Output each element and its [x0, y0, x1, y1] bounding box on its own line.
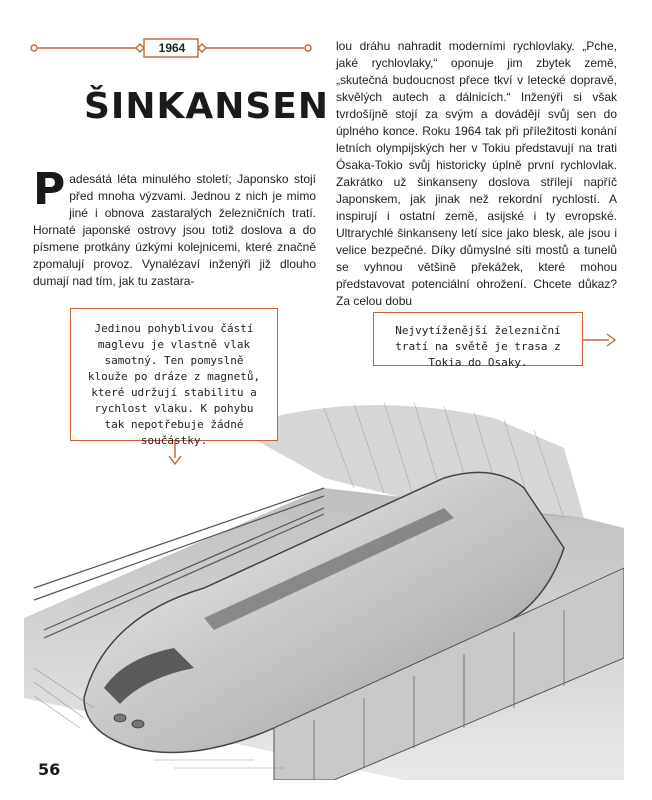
body-text-left: adesátá léta minulého století; Japonsko stojí před mnoha výzvami. Jednou z nich je mimo jiné i obnova zastaralých železničních tratí. Hornaté japonské ostrovy jsou totiž doslova a do písmene protkány úzkými kolejnicemi, které značně zpomalují provoz. Vynalézaví inženýři již dlouho dumají nad tím, jak tu zastara- — [33, 172, 316, 288]
body-column-left — [33, 164, 316, 290]
page-title: ŠINKANSEN — [84, 86, 329, 127]
callout-maglev: Jedinou pohyblivou částí maglevu je vlastně vlak samotný. Ten pomyslně klouže po dráze z magnetů, které udržují stabilitu a rychlost vlaku. K pohybu tak nepotřebuje žádné součástky. — [70, 308, 278, 441]
drop-cap: P — [33, 164, 66, 215]
page-number: 56 — [38, 760, 61, 779]
year-label: 1964 — [158, 41, 186, 55]
callout-right-pointer — [583, 330, 623, 350]
callout-tokyo-osaka: Nejvytíženější železniční tratí na světě je trasa z Tokia do Osaky. — [373, 312, 583, 366]
body-column-right: lou dráhu nahradit moderními rychlovlaky. „Pche, jaké rychlovlaky,“ oponuje jim zbytek země, „skutečná budoucnost přece tkví v letecké dopravě, skvělých autech a dálnicích.“ Inženýři si však tvrdošíjně stojí za svým a dovádějí svůj sen do úplného konce. Roku 1964 tak při příležitosti konání letních olympijských her v Tokiu představují na trati Ósaka-Tokio svůj historicky úplně první rychlovlak. Zakrátko už šinkanseny doslova střílejí napříč Japonskem, jak jinak než rekordní rychlostí. A inspirují i ostatní země, asijské i ty evropské. Ultrarychlé šinkanseny letí sice jako blesk, ale jsou i velice bezpečné. Díky důmyslné síti mostů a tunelů se vyhnou většině překážek, které mohou představovat potenciální ohrožení. Chcete důkaz? Za celou dobu — [336, 39, 617, 308]
